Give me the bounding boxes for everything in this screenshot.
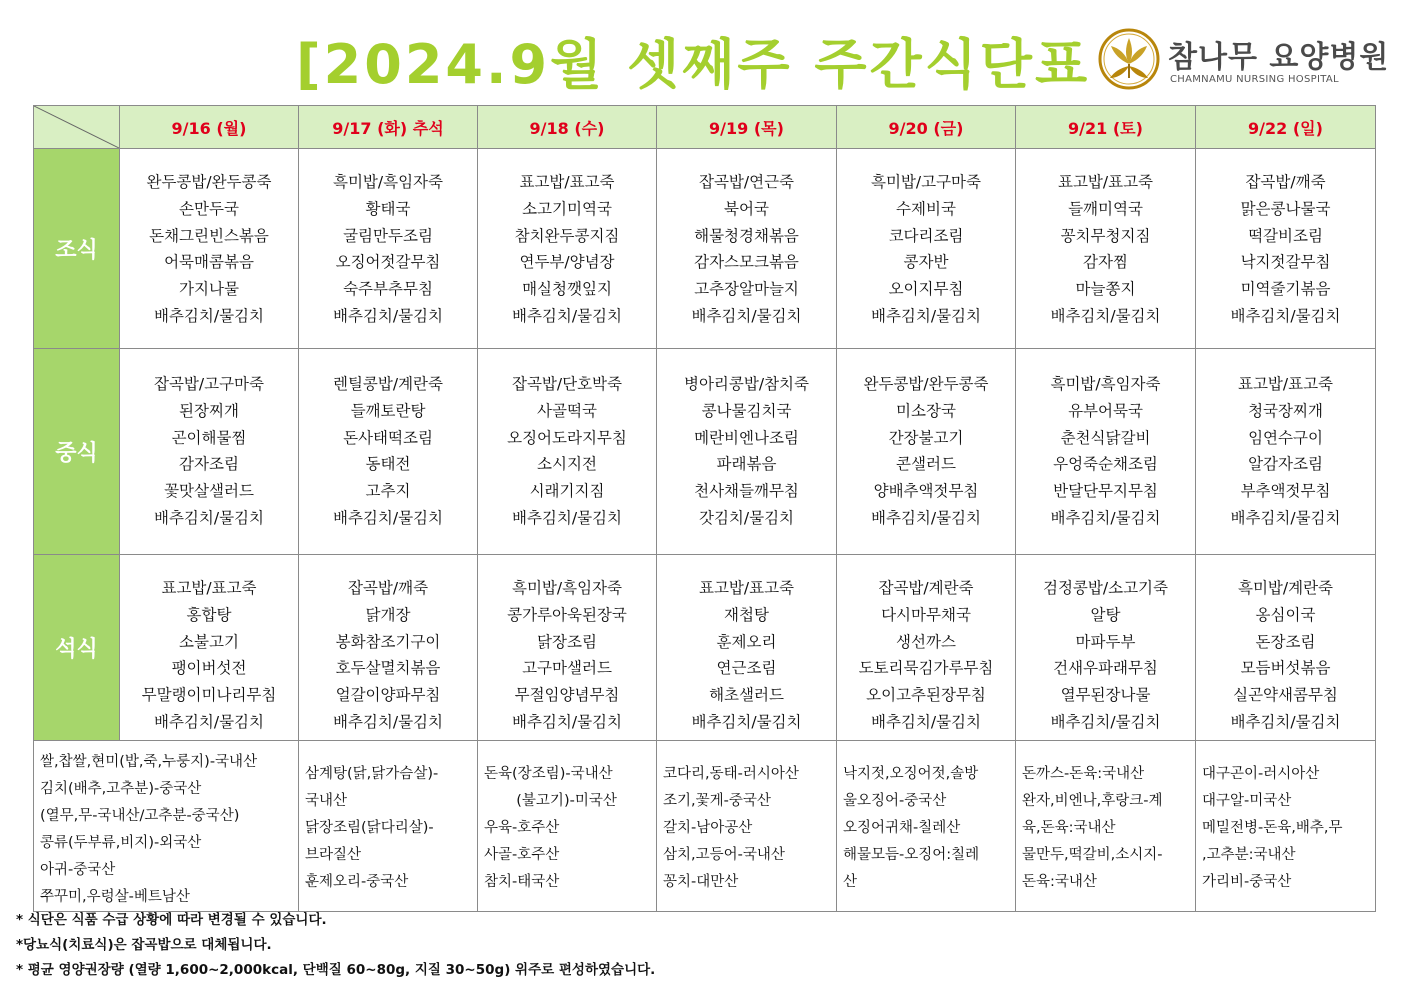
menu-item: 배추김치/물김치 [332, 508, 444, 527]
menu-item: 콘샐러드 [896, 455, 956, 474]
menu-item: 콩자반 [903, 253, 949, 272]
menu-item: 시래기지짐 [529, 482, 605, 501]
menu-item: 봉화참조기구이 [335, 632, 441, 651]
origin-line: 낙지젓,오징어젓,솔방 [843, 766, 979, 782]
menu-item: 감자스모크볶음 [694, 253, 799, 272]
menu-item: 잡곡밥/단호박죽 [511, 375, 623, 393]
origin-line: 코다리,동태-러시아산 [663, 766, 799, 782]
origin-cell [299, 741, 478, 912]
menu-item: 옹심이국 [1255, 605, 1316, 624]
menu-item: 감자찜 [1083, 253, 1128, 272]
origin-line: 국내산 [305, 793, 348, 809]
menu-cell [1196, 149, 1376, 349]
menu-item: 팽이버섯전 [171, 659, 247, 678]
origin-line: 우육-호주산 [484, 820, 560, 836]
meal-label: 중식 [34, 349, 120, 555]
weekly-menu-table [33, 105, 1376, 912]
menu-item: 잡곡밥/깨죽 [1245, 173, 1326, 191]
origin-line: 오징어귀채-칠레산 [843, 820, 961, 836]
menu-item: 배추김치/물김치 [511, 712, 623, 731]
day-header: 9/19 (목) [657, 106, 837, 149]
menu-item: 표고밥/표고죽 [1237, 375, 1334, 393]
menu-item: 떡갈비조림 [1248, 226, 1323, 245]
origin-line: ,고추분:국내산 [1202, 847, 1296, 863]
menu-item: 실곤약새콤무침 [1233, 686, 1338, 705]
origin-line: 돈육:국내산 [1022, 874, 1097, 890]
menu-item: 꽃맛살샐러드 [164, 482, 254, 501]
origin-line: 삼치,고등어-국내산 [663, 847, 785, 863]
menu-item: 배추김치/물김치 [332, 712, 444, 731]
menu-item: 생선까스 [896, 632, 956, 651]
menu-item: 동태전 [365, 455, 411, 474]
oak-leaf-logo-icon [1098, 28, 1160, 90]
origin-line: 대구알-미국산 [1202, 793, 1292, 809]
menu-item: 오이고추된장무침 [866, 686, 986, 705]
menu-item: 배추김치/물김치 [691, 712, 802, 731]
menu-item: 매실청깻잎지 [522, 280, 612, 299]
menu-item: 춘천식닭갈비 [1060, 428, 1151, 447]
menu-item: 열무된장나물 [1060, 686, 1151, 705]
menu-cell [478, 349, 657, 555]
origin-line: 꽁치-대만산 [663, 874, 739, 890]
menu-item: 배추김치/물김치 [153, 712, 265, 731]
hospital-subtitle: CHAMNAMU NURSING HOSPITAL [1170, 74, 1339, 85]
origin-row [34, 741, 1376, 912]
menu-item: 돈채그린빈스볶음 [149, 226, 269, 245]
menu-item: 배추김치/물김치 [691, 306, 802, 325]
origin-line: 삼계탕(닭,닭가슴살)- [305, 766, 439, 782]
menu-item: 배추김치/물김치 [153, 508, 265, 527]
menu-item: 곤이해물찜 [171, 428, 247, 447]
origin-line: 대구곤이-러시아산 [1202, 766, 1320, 782]
menu-item: 고추지 [365, 482, 411, 501]
menu-cell [1196, 555, 1376, 741]
origin-line: 훈제오리-중국산 [305, 874, 409, 890]
origin-line: 쭈꾸미,우렁살-베트남산 [40, 889, 190, 905]
menu-item: 다시마무채국 [881, 605, 971, 624]
menu-item: 북어국 [724, 199, 769, 218]
menu-cell [478, 555, 657, 741]
menu-item: 무말랭이미나리무침 [141, 686, 277, 705]
menu-item: 잡곡밥/연근죽 [698, 173, 795, 191]
menu-item: 배추김치/물김치 [870, 306, 982, 325]
origin-cell [1196, 741, 1376, 912]
origin-cell [837, 741, 1016, 912]
origin-line: 콩류(두부류,비지)-외국산 [40, 835, 202, 851]
menu-item: 닭장조림 [537, 632, 597, 651]
menu-item: 돈사태떡조림 [343, 428, 433, 447]
menu-cell [299, 349, 478, 555]
menu-item: 메란비엔나조림 [694, 428, 799, 447]
menu-item: 오징어젓갈무침 [335, 253, 441, 272]
menu-item: 무절임양념무침 [514, 686, 620, 705]
menu-item: 흑미밥/흑임자죽 [332, 173, 444, 191]
origin-cell [478, 741, 657, 912]
menu-item: 완두콩밥/완두콩죽 [863, 375, 989, 393]
menu-item: 배추김치/물김치 [1050, 306, 1161, 325]
menu-item: 배추김치/물김치 [1230, 306, 1341, 325]
note: * 식단은 식품 수급 상황에 따라 변경될 수 있습니다. [16, 912, 327, 928]
menu-item: 렌틸콩밥/계란죽 [332, 375, 444, 393]
menu-item: 감자조림 [179, 455, 239, 474]
menu-item: 임연수구이 [1248, 428, 1323, 447]
menu-item: 갓김치/물김치 [698, 508, 795, 527]
menu-item: 반달단무지무침 [1053, 482, 1158, 501]
menu-item: 병아리콩밥/참치죽 [683, 375, 809, 393]
origin-line: 물만두,떡갈비,소시지- [1022, 847, 1163, 863]
origin-line: 사골-호주산 [484, 847, 560, 863]
menu-item: 돈장조림 [1255, 632, 1316, 651]
page-title: [2024.9월 셋째주 주간식단표 [296, 33, 1091, 96]
menu-item: 배추김치/물김치 [870, 712, 982, 731]
menu-item: 고추장알마늘지 [694, 280, 799, 299]
menu-item: 배추김치/물김치 [1050, 508, 1161, 527]
origin-line: 조기,꽃게-중국산 [663, 793, 771, 809]
menu-item: 마파두부 [1075, 632, 1136, 651]
menu-item: 어묵매콤볶음 [164, 253, 254, 272]
origin-line: 닭장조림(닭다리살)- [305, 820, 434, 836]
menu-item: 들깨미역국 [1068, 199, 1143, 218]
menu-item: 훈제오리 [716, 632, 777, 651]
menu-item: 표고밥/표고죽 [161, 579, 257, 597]
menu-item: 마늘쫑지 [1075, 280, 1136, 299]
meal-label: 석식 [34, 555, 120, 741]
menu-item: 배추김치/물김치 [511, 306, 623, 325]
meal-row [34, 149, 1376, 349]
menu-cell [657, 149, 837, 349]
day-header: 9/20 (금) [837, 106, 1016, 149]
menu-item: 들깨토란탕 [350, 401, 426, 420]
origin-line: 육,돈육:국내산 [1022, 820, 1116, 836]
menu-item: 사골떡국 [537, 401, 597, 420]
origin-cell [657, 741, 837, 912]
menu-item: 양배추액젓무침 [873, 482, 979, 501]
menu-item: 배추김치/물김치 [511, 508, 623, 527]
menu-item: 꽁치무청지짐 [1060, 226, 1151, 245]
menu-item: 미소장국 [896, 401, 956, 420]
menu-item: 배추김치/물김치 [1230, 508, 1341, 527]
menu-item: 굴림만두조림 [343, 226, 433, 245]
menu-item: 흑미밥/고구마죽 [870, 173, 982, 191]
menu-item: 소불고기 [179, 632, 239, 651]
meal-row [34, 555, 1376, 741]
meal-label: 조식 [34, 149, 120, 349]
origin-line: 참치-태국산 [484, 874, 560, 890]
menu-item: 유부어묵국 [1068, 401, 1143, 420]
note: * 평균 영양권장량 (열량 1,600~2,000kcal, 단백질 60~80g, 지질 30~50g) 위주로 편성하였습니다. [16, 962, 656, 978]
menu-cell [120, 555, 299, 741]
menu-item: 소고기미역국 [522, 199, 612, 218]
origin-line: (열무,무-국내산/고추분-중국산) [40, 808, 240, 824]
menu-item: 잡곡밥/계란죽 [878, 579, 974, 597]
origin-cell [1016, 741, 1196, 912]
origin-cell [34, 741, 299, 912]
menu-item: 배추김치/물김치 [870, 508, 982, 527]
origin-line: 돈육(장조림)-국내산 [484, 766, 613, 782]
menu-item: 소시지전 [537, 455, 597, 474]
menu-item: 낙지젓갈무침 [1240, 253, 1331, 272]
menu-item: 해초샐러드 [709, 686, 784, 705]
menu-cell [657, 555, 837, 741]
menu-item: 알감자조림 [1248, 455, 1323, 474]
menu-item: 배추김치/물김치 [1050, 712, 1161, 731]
menu-cell [1016, 349, 1196, 555]
day-header: 9/21 (토) [1016, 106, 1196, 149]
menu-item: 미역줄기볶음 [1240, 280, 1331, 299]
menu-item: 참치완두콩지짐 [514, 226, 620, 245]
menu-item: 연두부/양념장 [519, 253, 615, 272]
origin-line: 갈치-남아공산 [663, 820, 753, 836]
origin-line: 해물모듬-오징어:칠레 [843, 847, 980, 863]
menu-cell [120, 349, 299, 555]
origin-line: 가리비-중국산 [1202, 874, 1292, 890]
origin-line: 쌀,찹쌀,현미(밥,죽,누룽지)-국내산 [40, 754, 258, 770]
menu-cell [1016, 555, 1196, 741]
menu-item: 해물청경채볶음 [694, 226, 799, 245]
origin-line: (불고기)-미국산 [484, 793, 617, 809]
origin-line: 완자,비엔나,후랑크-계 [1022, 793, 1163, 809]
menu-item: 콩가루아욱된장국 [507, 605, 627, 624]
menu-item: 완두콩밥/완두콩죽 [146, 173, 272, 191]
menu-item: 표고밥/표고죽 [698, 579, 795, 597]
menu-item: 파래볶음 [716, 455, 777, 474]
menu-item: 표고밥/표고죽 [519, 173, 615, 191]
menu-item: 닭개장 [365, 605, 411, 624]
origin-line: 메밀전병-돈육,배추,무 [1202, 820, 1343, 836]
menu-item: 맑은콩나물국 [1240, 199, 1331, 218]
menu-item: 잡곡밥/고구마죽 [153, 375, 265, 393]
menu-item: 표고밥/표고죽 [1057, 173, 1154, 191]
day-header: 9/17 (화) 추석 [299, 106, 478, 149]
menu-item: 건새우파래무침 [1053, 659, 1158, 678]
note: *당뇨식(치료식)은 잡곡밥으로 대체됩니다. [16, 937, 272, 953]
menu-item: 간장불고기 [888, 428, 964, 447]
menu-item: 가지나물 [179, 280, 239, 299]
menu-item: 호두살멸치볶음 [335, 659, 441, 678]
menu-item: 연근조림 [716, 659, 777, 678]
origin-line: 돈까스-돈육:국내산 [1022, 766, 1145, 782]
origin-line: 산 [843, 874, 858, 890]
menu-cell [837, 555, 1016, 741]
menu-item: 오이지무침 [888, 280, 964, 299]
day-header: 9/22 (일) [1196, 106, 1376, 149]
menu-item: 도토리묵김가루무침 [858, 659, 994, 678]
menu-item: 흑미밥/흑임자죽 [511, 579, 623, 597]
menu-item: 잡곡밥/깨죽 [347, 579, 429, 597]
menu-item: 오징어도라지무침 [507, 428, 627, 447]
meal-row [34, 349, 1376, 555]
menu-cell [478, 149, 657, 349]
notes [16, 908, 655, 983]
menu-item: 홍합탕 [186, 605, 232, 624]
menu-cell [299, 555, 478, 741]
menu-item: 부추액젓무침 [1240, 482, 1331, 501]
menu-item: 청국장찌개 [1248, 401, 1323, 420]
menu-item: 흑미밥/흑임자죽 [1050, 375, 1161, 393]
menu-cell [1196, 349, 1376, 555]
menu-item: 숙주부추무침 [343, 280, 433, 299]
menu-cell [837, 149, 1016, 349]
menu-cell [657, 349, 837, 555]
menu-cell [299, 149, 478, 349]
menu-item: 콩나물김치국 [701, 401, 792, 420]
origin-line: 브라질산 [305, 847, 362, 863]
menu-item: 흑미밥/계란죽 [1237, 579, 1334, 597]
menu-item: 얼갈이양파무침 [335, 686, 441, 705]
origin-line: 김치(배추,고추분)-중국산 [40, 781, 202, 797]
day-header: 9/18 (수) [478, 106, 657, 149]
menu-item: 황태국 [365, 199, 411, 218]
origin-line: 아귀-중국산 [40, 862, 116, 878]
menu-item: 된장찌개 [179, 401, 239, 420]
diagonal-line-icon [34, 106, 119, 148]
menu-item: 검정콩밥/소고기죽 [1042, 579, 1168, 597]
menu-item: 재첩탕 [724, 605, 769, 624]
menu-item: 우엉죽순채조림 [1053, 455, 1158, 474]
day-header: 9/16 (월) [120, 106, 299, 149]
corner-header [34, 106, 120, 149]
hospital-name: 참나무 요양병원 [1168, 40, 1390, 75]
menu-item: 알탕 [1090, 605, 1121, 624]
origin-line: 울오징어-중국산 [843, 793, 947, 809]
menu-item: 모듬버섯볶음 [1240, 659, 1331, 678]
menu-item: 코다리조림 [888, 226, 964, 245]
menu-item: 손만두국 [179, 199, 239, 218]
menu-cell [837, 349, 1016, 555]
menu-item: 배추김치/물김치 [1230, 712, 1341, 731]
menu-item: 천사채들깨무침 [694, 482, 799, 501]
menu-item: 배추김치/물김치 [153, 306, 265, 325]
menu-cell [120, 149, 299, 349]
menu-cell [1016, 149, 1196, 349]
menu-item: 고구마샐러드 [522, 659, 612, 678]
menu-item: 배추김치/물김치 [332, 306, 444, 325]
menu-item: 수제비국 [896, 199, 956, 218]
hospital-logo [1098, 28, 1390, 90]
